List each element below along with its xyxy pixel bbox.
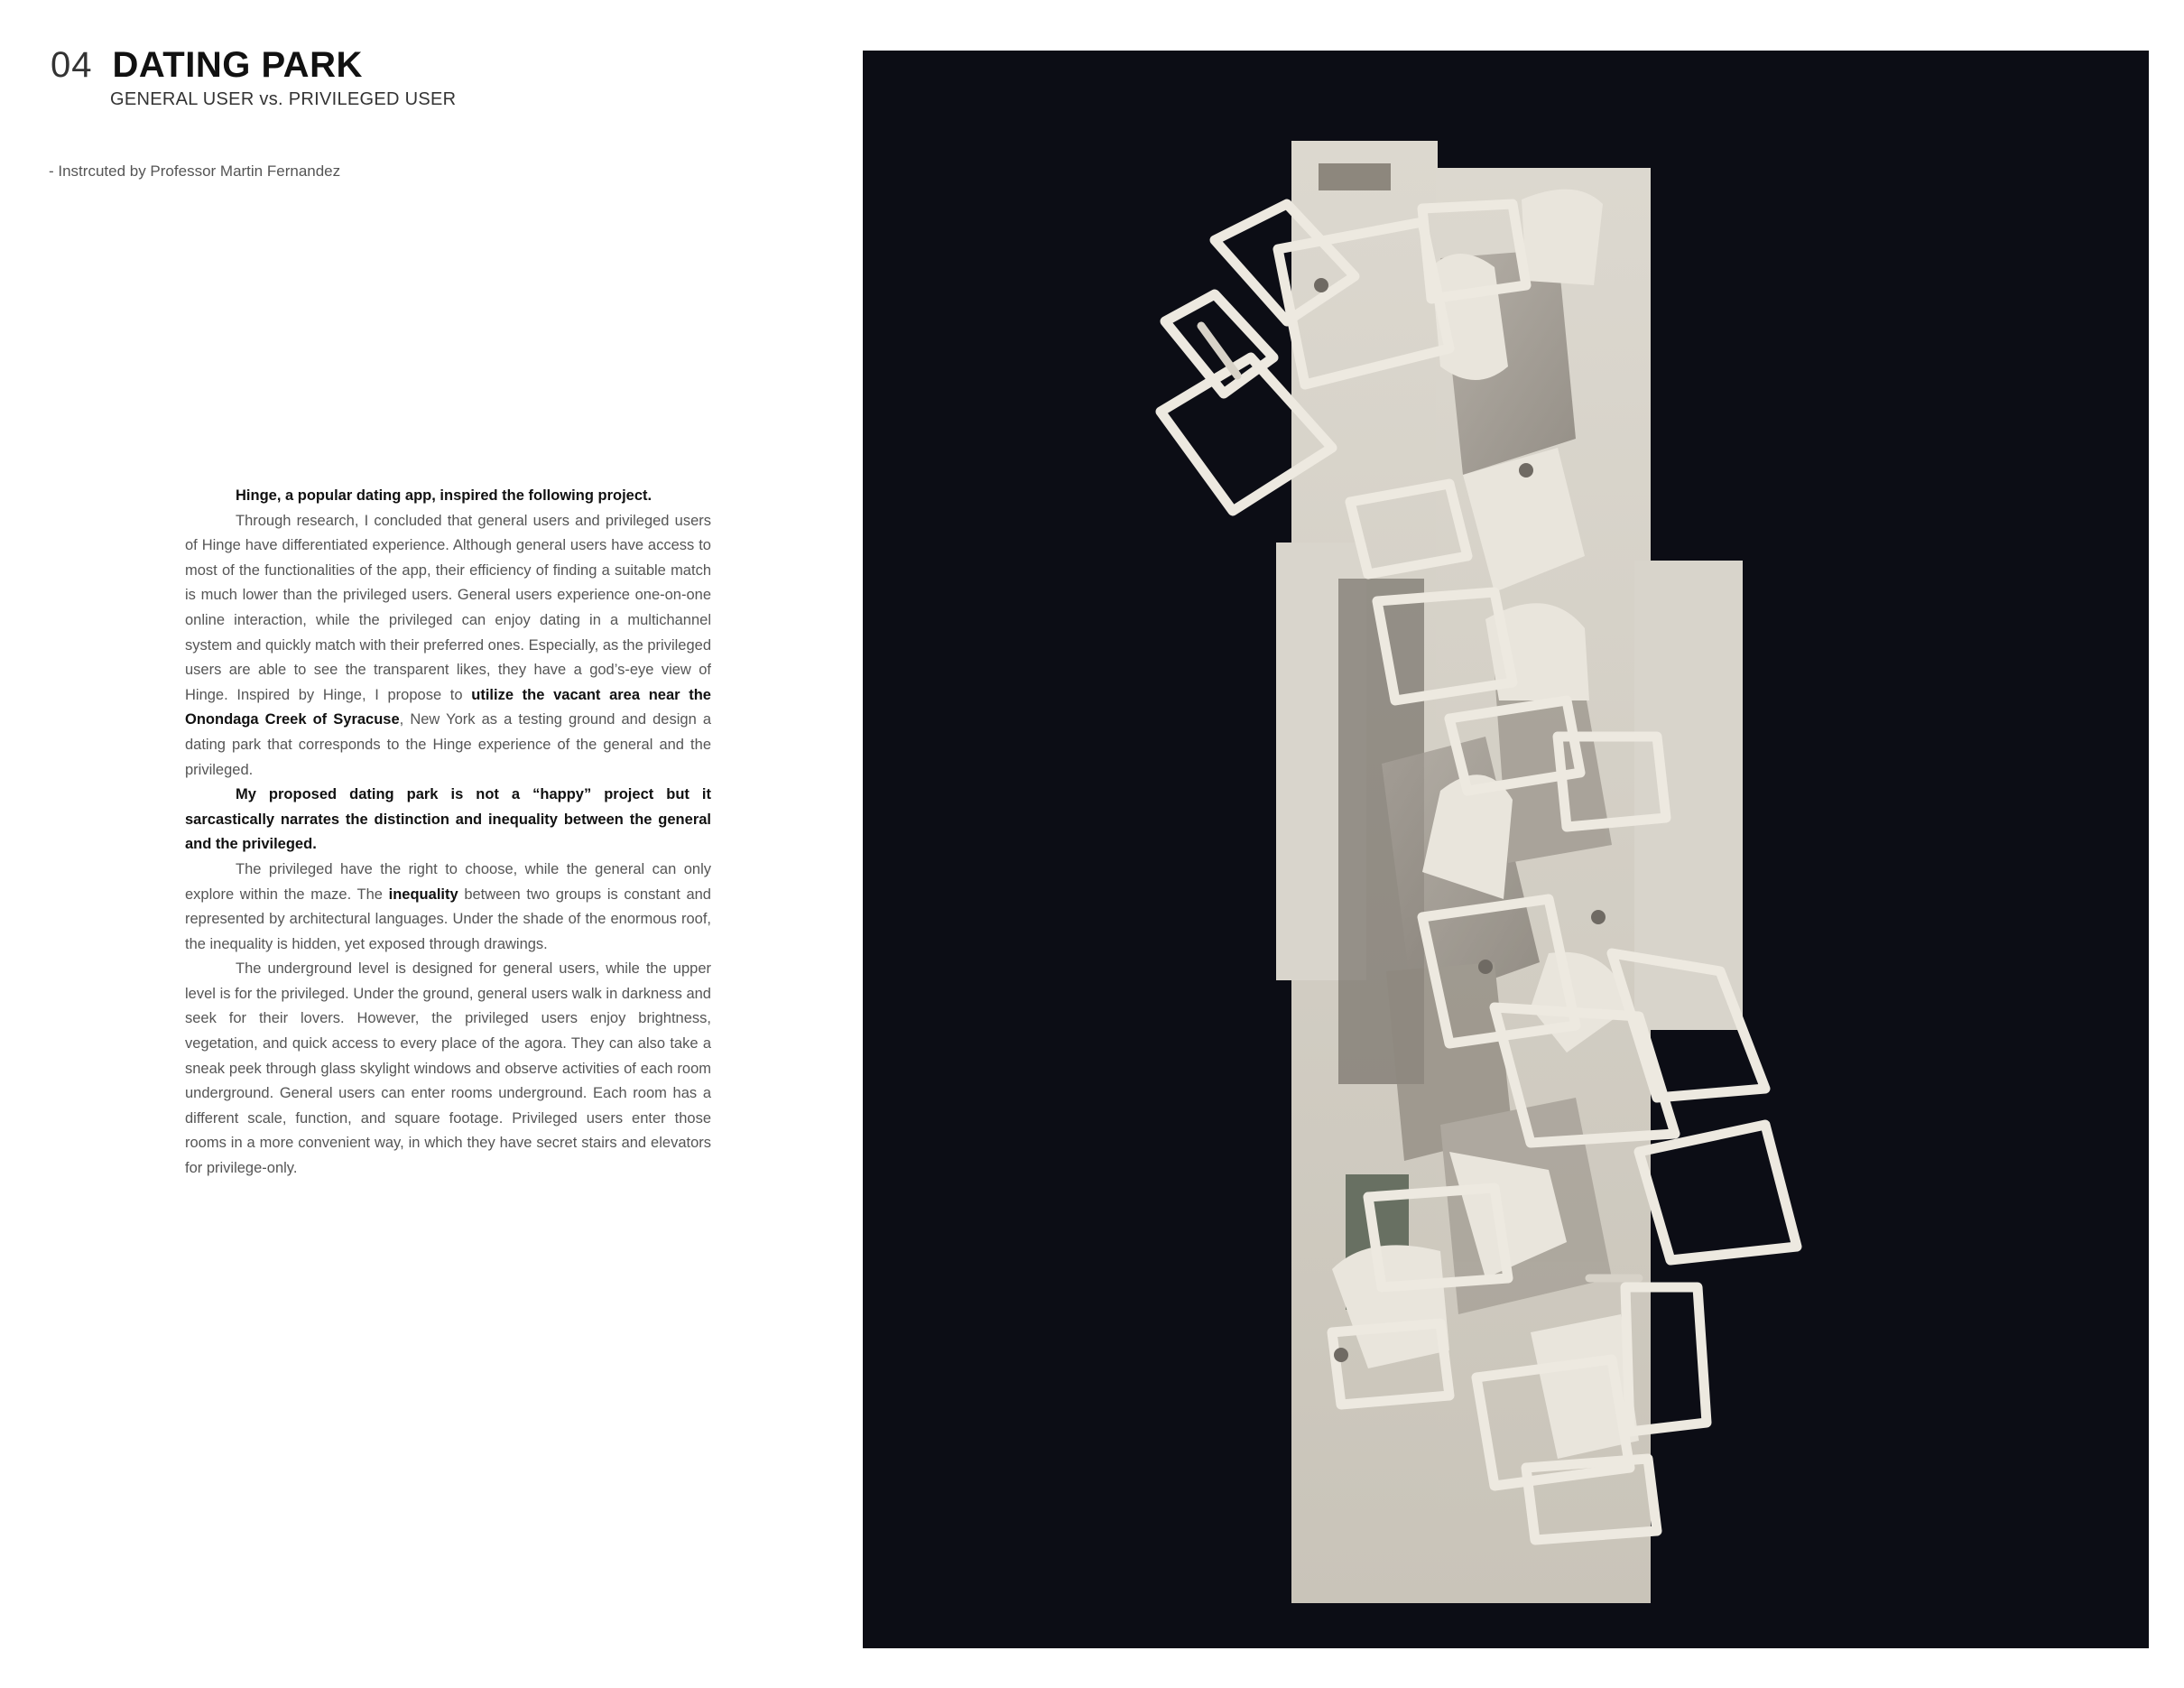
paragraph-levels: The underground level is designed for general users, while the upper level is for the privileged. Under the ground, general users walk in darkness and seek for their lovers. However, the privileged users enjoy brightness, vegetation, and quick access to every place of the agora. They can also take a sneak peek through glass skylight windows and observe activities of each room underground. General users can enter rooms underground. Each room has a different scale, function, and square footage. Privileged users enter those rooms in a more convenient way, in which they have secret stairs and elevators for privilege-only. [185,960,711,1177]
paragraph-research-text-a: Through research, I concluded that general users and privileged users of Hinge have differentiated experience. Although general users have access to most of the functionalities of the app, their efficiency of finding a suitable match is much lower than the privileged users. General users experience one-on-one online interaction, while the privileged can enjoy dating in a multichannel system and quickly match with their preferred ones. Especially, as the privileged users are able to see the transparent likes, they have a god’s-eye view of Hinge. Inspired by Hinge, I propose to [185,512,711,703]
paragraph-research [185,509,711,784]
pin-4 [1478,960,1493,974]
paragraph-inequality-text-a: The privileged have the right to choose, while the general can only explore within the maze. The [185,860,711,903]
model-photograph [863,51,2149,1648]
project-subtitle: GENERAL USER vs. PRIVILEGED USER [110,89,457,109]
pin-5 [1334,1348,1348,1362]
connector [1319,163,1391,190]
model-illustration [863,51,2149,1648]
project-description [185,484,711,1182]
page-header [51,45,456,110]
instructor-credit: - Instrcuted by Professor Martin Fernandez [49,162,341,180]
paragraph-inequality [185,858,711,957]
pin-2 [1519,463,1533,478]
paragraph-inequality-text-b: between two groups is constant and represented by architectural languages. Under the shade of the enormous roof, the inequality is hidden, yet exposed through drawings. [185,886,711,952]
paragraph-research-text-b: , New York as a testing ground and design a dating park that corresponds to the Hinge experience of the general and the privileged. [185,711,711,778]
pin-1 [1314,278,1328,292]
project-title: DATING PARK [112,45,363,85]
paragraph-inequality-highlight: inequality [388,886,458,903]
paragraph-research-highlight: utilize the vacant area near the Onondaga Creek of Syracuse [185,686,711,728]
title-line [51,45,456,86]
pin-3 [1591,910,1606,924]
paragraph-thesis: My proposed dating park is not a “happy” project but it sarcastically narrates the distinction and inequality between the general and the privileged. [185,786,711,853]
project-number: 04 [51,45,93,85]
paragraph-intro: Hinge, a popular dating app, inspired the following project. [236,487,652,504]
shape-fan-top [1522,190,1603,285]
